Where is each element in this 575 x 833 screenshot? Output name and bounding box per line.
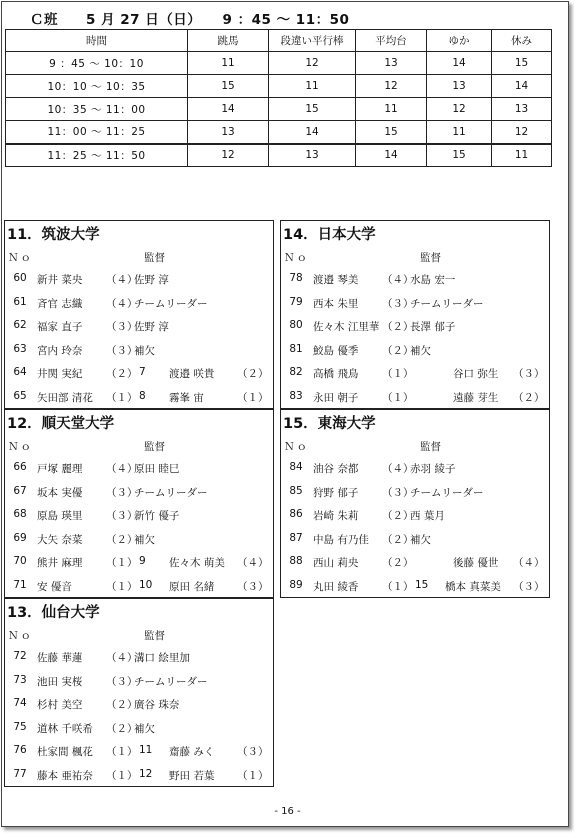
- coach-or-role: 補欠: [134, 344, 155, 357]
- member-row: [281, 270, 549, 294]
- athlete-name: 池田 実桜: [37, 675, 83, 688]
- coach-name: 谷口 弥生: [453, 368, 499, 380]
- athlete-year: （２）: [106, 368, 138, 380]
- team-number-cell: 11: [492, 144, 552, 167]
- column-label-coach: 監督: [144, 252, 165, 264]
- coach-number: 9: [139, 555, 146, 567]
- athlete-year: （２）: [106, 722, 138, 735]
- coach-or-role: 水島 宏一: [410, 274, 456, 286]
- team-title: 15．東海大学: [283, 416, 376, 432]
- team-number-cell: 15: [269, 98, 356, 121]
- member-row: [5, 506, 273, 530]
- column-label-coach: 監督: [144, 630, 165, 642]
- member-row: [281, 317, 549, 341]
- team-number-cell: 14: [492, 75, 552, 98]
- athlete-year: （４）: [382, 463, 414, 475]
- team-number-cell: 14: [427, 52, 492, 75]
- athlete-year: （３）: [382, 486, 414, 499]
- coach-name: 後藤 優世: [453, 557, 499, 569]
- athlete-number: 61: [13, 295, 27, 308]
- athlete-name: 道林 千咲希: [37, 722, 93, 735]
- header-rest: 休み: [492, 30, 552, 52]
- coach-name: 渡邉 咲貴: [169, 368, 215, 380]
- athlete-year: （２）: [106, 699, 138, 711]
- member-row: [5, 719, 273, 743]
- athlete-year: （１）: [106, 746, 138, 758]
- athlete-name: 藤本 亜祐奈: [37, 769, 93, 782]
- rotation-schedule-table: [5, 29, 552, 167]
- schedule-header-row: [6, 30, 552, 52]
- athlete-number: 65: [13, 389, 27, 402]
- coach-or-role: 赤羽 綾子: [410, 463, 456, 475]
- athlete-name: 宮内 玲奈: [37, 344, 83, 357]
- athlete-name: 斉官 志織: [37, 297, 83, 310]
- team-number-cell: 12: [427, 98, 492, 121]
- column-label-no: Ｎｏ: [8, 441, 33, 453]
- member-list: [5, 270, 273, 411]
- athlete-number: 66: [13, 461, 27, 473]
- team-number-cell: 14: [269, 121, 356, 144]
- athlete-name: 鮫島 優季: [313, 344, 359, 357]
- member-row: [281, 341, 549, 365]
- athlete-number: 85: [289, 484, 303, 497]
- member-row: [5, 270, 273, 294]
- athlete-name: 杉村 美空: [37, 699, 83, 711]
- session-heading: Ｃ班 5 月 27 日（日） 9 ：45 ～ 11：50: [30, 12, 350, 28]
- member-row: [281, 553, 549, 577]
- athlete-number: 83: [289, 389, 303, 402]
- coach-year: （３）: [513, 368, 545, 380]
- coach-or-role: チームリーダー: [410, 486, 484, 499]
- header-vault: 跳馬: [188, 30, 269, 52]
- athlete-name: 西山 莉央: [313, 557, 359, 569]
- coach-or-role: 補欠: [410, 533, 431, 546]
- athlete-number: 81: [289, 342, 303, 355]
- athlete-year: （２）: [106, 533, 138, 546]
- member-row: [5, 364, 273, 388]
- schedule-row: [6, 75, 552, 98]
- athlete-year: （２）: [382, 557, 414, 569]
- athlete-name: 坂本 実優: [37, 486, 83, 499]
- athlete-year: （１）: [382, 368, 414, 380]
- member-list: [5, 648, 273, 789]
- team-title: 11．筑波大学: [7, 227, 100, 243]
- coach-number: 8: [139, 389, 146, 402]
- coach-year: （２）: [513, 391, 545, 404]
- athlete-number: 71: [13, 578, 27, 591]
- team-box-tokai: [280, 409, 550, 598]
- athlete-number: 64: [13, 366, 27, 378]
- coach-or-role: 補欠: [134, 722, 155, 735]
- coach-or-role: 補欠: [410, 344, 431, 357]
- coach-name: 霧峯 宙: [169, 391, 204, 404]
- coach-or-role: 長澤 郁子: [410, 321, 456, 333]
- athlete-name: 大矢 奈菜: [37, 533, 83, 546]
- athlete-name: 岩崎 朱莉: [313, 510, 359, 522]
- coach-name: 原田 名緒: [169, 580, 215, 593]
- athlete-year: （３）: [106, 321, 138, 333]
- athlete-name: 狩野 郁子: [313, 486, 359, 499]
- coach-year: （３）: [513, 580, 545, 593]
- time-slot-cell: 9 ：45 ～ 10：10: [6, 52, 188, 75]
- athlete-name: 井関 実紀: [37, 368, 83, 380]
- column-label-no: Ｎｏ: [284, 252, 309, 264]
- athlete-name: 佐藤 華蓮: [37, 652, 83, 664]
- team-number-cell: 13: [269, 144, 356, 167]
- athlete-name: 油谷 奈都: [313, 463, 359, 475]
- athlete-number: 73: [13, 673, 27, 686]
- athlete-number: 80: [289, 319, 303, 331]
- athlete-number: 86: [289, 508, 303, 520]
- coach-or-role: 補欠: [134, 533, 155, 546]
- coach-year: （３）: [237, 580, 269, 593]
- athlete-year: （３）: [106, 675, 138, 688]
- member-row: [281, 388, 549, 412]
- athlete-name: 佐々木 江里華: [313, 321, 380, 333]
- athlete-name: 杜家間 楓花: [37, 746, 93, 758]
- member-list: [281, 459, 549, 600]
- athlete-number: 72: [13, 650, 27, 662]
- athlete-name: 戸塚 麗理: [37, 463, 83, 475]
- team-number-cell: 13: [492, 98, 552, 121]
- athlete-year: （４）: [106, 274, 138, 286]
- athlete-name: 西本 朱里: [313, 297, 359, 310]
- athlete-year: （４）: [106, 463, 138, 475]
- member-row: [5, 459, 273, 483]
- coach-or-role: 溝口 絵里加: [134, 652, 190, 664]
- team-number-cell: 13: [188, 121, 269, 144]
- team-number-cell: 12: [188, 144, 269, 167]
- member-row: [281, 506, 549, 530]
- column-label-coach: 監督: [420, 252, 441, 264]
- team-number-cell: 15: [356, 121, 427, 144]
- column-label-no: Ｎｏ: [8, 630, 33, 642]
- member-row: [281, 483, 549, 507]
- athlete-name: 福家 直子: [37, 321, 83, 333]
- column-label-no: Ｎｏ: [284, 441, 309, 453]
- athlete-number: 74: [13, 697, 27, 709]
- athlete-year: （１）: [106, 391, 138, 404]
- athlete-year: （４）: [106, 652, 138, 664]
- header-uneven-bars: 段違い平行棒: [269, 30, 356, 52]
- member-row: [5, 483, 273, 507]
- athlete-name: 矢田部 清花: [37, 391, 93, 404]
- team-box-juntendo: [4, 409, 274, 598]
- athlete-number: 67: [13, 484, 27, 497]
- team-box-tsukuba: [4, 220, 274, 409]
- member-row: [5, 317, 273, 341]
- team-number-cell: 14: [188, 98, 269, 121]
- athlete-number: 89: [289, 578, 303, 591]
- coach-or-role: チームリーダー: [134, 486, 208, 499]
- team-number-cell: 12: [492, 121, 552, 144]
- athlete-year: （４）: [382, 274, 414, 286]
- header-balance-beam: 平均台: [356, 30, 427, 52]
- athlete-number: 88: [289, 555, 303, 567]
- team-number-cell: 13: [356, 52, 427, 75]
- member-row: [5, 648, 273, 672]
- schedule-row: [6, 121, 552, 144]
- coach-year: （１）: [237, 769, 269, 782]
- coach-or-role: 佐野 淳: [134, 321, 169, 333]
- athlete-name: 原島 瑛里: [37, 510, 83, 522]
- athlete-name: 渡邉 琴美: [313, 274, 359, 286]
- coach-year: （４）: [237, 557, 269, 569]
- athlete-name: 熊井 麻理: [37, 557, 83, 569]
- team-number-cell: 15: [492, 52, 552, 75]
- header-time: 時間: [6, 30, 188, 52]
- athlete-name: 安 優音: [37, 580, 72, 593]
- team-number-cell: 15: [188, 75, 269, 98]
- member-row: [5, 672, 273, 696]
- athlete-number: 77: [13, 767, 27, 780]
- athlete-name: 丸田 綾香: [313, 580, 359, 593]
- time-slot-cell: 10：10 ～ 10：35: [6, 75, 188, 98]
- athlete-number: 63: [13, 342, 27, 355]
- coach-name: 佐々木 萌美: [169, 557, 225, 569]
- athlete-number: 79: [289, 295, 303, 308]
- athlete-year: （１）: [106, 580, 138, 593]
- coach-name: 遠藤 芽生: [453, 391, 499, 404]
- athlete-number: 84: [289, 461, 303, 473]
- team-number-cell: 11: [269, 75, 356, 98]
- time-slot-cell: 11：25 ～ 11：50: [6, 144, 188, 167]
- time-slot-cell: 10：35 ～ 11：00: [6, 98, 188, 121]
- member-list: [5, 459, 273, 600]
- athlete-number: 60: [13, 272, 27, 284]
- athlete-number: 68: [13, 508, 27, 520]
- coach-number: 15: [415, 578, 429, 591]
- athlete-year: （１）: [106, 769, 138, 782]
- athlete-number: 87: [289, 531, 303, 544]
- athlete-year: （３）: [106, 486, 138, 499]
- member-row: [281, 294, 549, 318]
- coach-or-role: 佐野 淳: [134, 274, 169, 286]
- coach-year: （４）: [513, 557, 545, 569]
- athlete-year: （３）: [106, 344, 138, 357]
- athlete-year: （２）: [382, 510, 414, 522]
- coach-or-role: 原田 睦巳: [134, 463, 180, 475]
- coach-or-role: 西 葉月: [410, 510, 445, 522]
- coach-year: （２）: [237, 368, 269, 380]
- member-row: [5, 294, 273, 318]
- member-row: [5, 341, 273, 365]
- athlete-name: 高橋 飛鳥: [313, 368, 359, 380]
- athlete-name: 新井 菜央: [37, 274, 83, 286]
- column-label-coach: 監督: [144, 441, 165, 453]
- coach-year: （３）: [237, 746, 269, 758]
- coach-number: 7: [139, 366, 146, 378]
- team-number-cell: 12: [356, 75, 427, 98]
- team-number-cell: 11: [188, 52, 269, 75]
- member-row: [5, 577, 273, 601]
- coach-or-role: 新竹 優子: [134, 510, 180, 522]
- athlete-number: 62: [13, 319, 27, 331]
- coach-or-role: チームリーダー: [134, 675, 208, 688]
- team-number-cell: 13: [427, 75, 492, 98]
- team-number-cell: 11: [427, 121, 492, 144]
- time-slot-cell: 11：00 ～ 11：25: [6, 121, 188, 144]
- member-row: [281, 577, 549, 601]
- schedule-row: [6, 52, 552, 75]
- member-row: [5, 742, 273, 766]
- athlete-year: （１）: [106, 557, 138, 569]
- athlete-year: （２）: [382, 344, 414, 357]
- team-number-cell: 14: [356, 144, 427, 167]
- member-row: [5, 695, 273, 719]
- member-row: [5, 388, 273, 412]
- team-title: 14．日本大学: [283, 227, 376, 243]
- athlete-year: （２）: [382, 321, 414, 333]
- team-number-cell: 11: [356, 98, 427, 121]
- athlete-year: （３）: [382, 297, 414, 310]
- athlete-name: 永田 朝子: [313, 391, 359, 404]
- coach-number: 10: [139, 578, 153, 591]
- coach-or-role: チームリーダー: [134, 297, 208, 310]
- member-row: [281, 364, 549, 388]
- schedule-row: [6, 144, 552, 167]
- team-title: 13．仙台大学: [7, 605, 100, 621]
- athlete-year: （１）: [382, 391, 414, 404]
- column-label-no: Ｎｏ: [8, 252, 33, 264]
- coach-number: 11: [139, 744, 153, 756]
- athlete-number: 78: [289, 272, 303, 284]
- coach-or-role: 廣谷 珠奈: [134, 699, 180, 711]
- coach-year: （１）: [237, 391, 269, 404]
- schedule-row: [6, 98, 552, 121]
- teams-area: [4, 220, 553, 782]
- athlete-number: 70: [13, 555, 27, 567]
- coach-number: 12: [139, 767, 153, 780]
- member-list: [281, 270, 549, 411]
- member-row: [5, 530, 273, 554]
- athlete-year: （２）: [382, 533, 414, 546]
- page-number: - 16 -: [274, 806, 301, 817]
- coach-name: 橋本 真菜美: [445, 580, 501, 593]
- athlete-year: （４）: [106, 297, 138, 310]
- team-title: 12．順天堂大学: [7, 416, 115, 432]
- member-row: [5, 766, 273, 790]
- athlete-number: 75: [13, 720, 27, 733]
- team-box-sendai: [4, 598, 274, 787]
- member-row: [281, 530, 549, 554]
- athlete-number: 76: [13, 744, 27, 756]
- column-label-coach: 監督: [420, 441, 441, 453]
- member-row: [5, 553, 273, 577]
- team-number-cell: 15: [427, 144, 492, 167]
- coach-name: 齋藤 みく: [169, 746, 215, 758]
- coach-name: 野田 若葉: [169, 769, 215, 782]
- header-floor: ゆか: [427, 30, 492, 52]
- coach-or-role: チームリーダー: [410, 297, 484, 310]
- athlete-number: 69: [13, 531, 27, 544]
- member-row: [281, 459, 549, 483]
- athlete-name: 中島 有乃佳: [313, 533, 369, 546]
- team-number-cell: 12: [269, 52, 356, 75]
- athlete-number: 82: [289, 366, 303, 378]
- athlete-year: （１）: [382, 580, 414, 593]
- team-box-nihon: [280, 220, 550, 409]
- athlete-year: （３）: [106, 510, 138, 522]
